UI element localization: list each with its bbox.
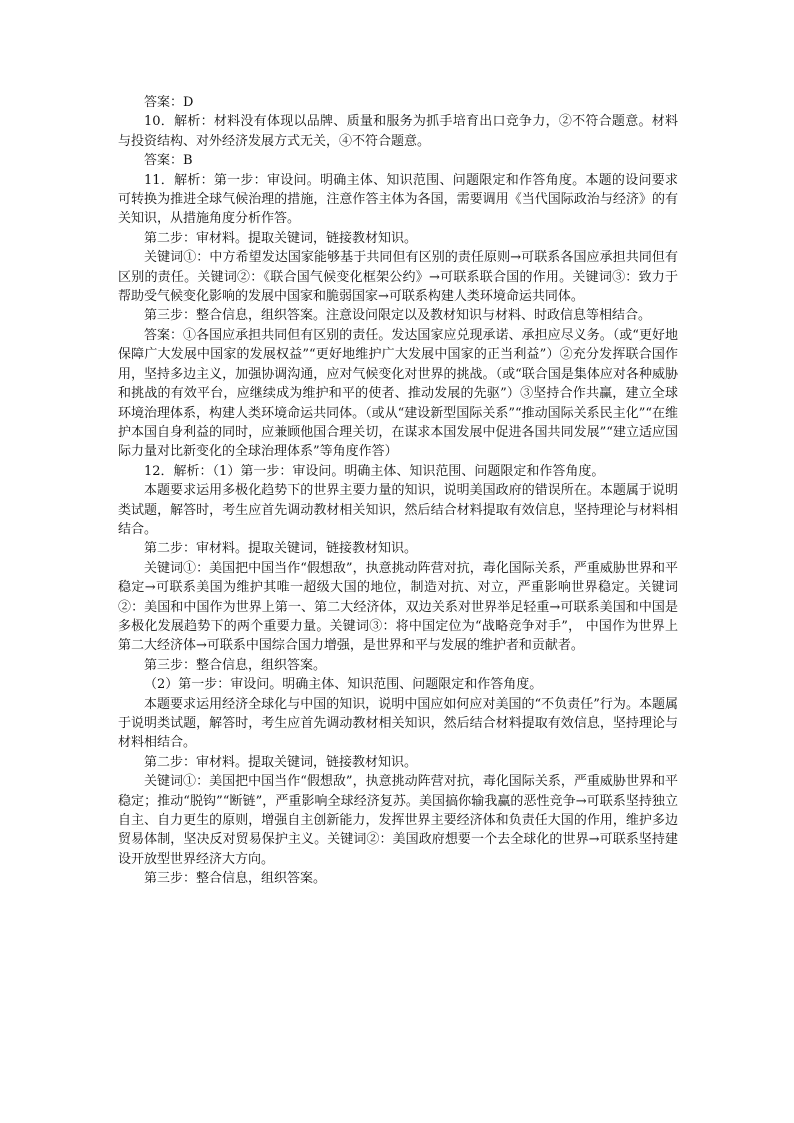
answer-analysis-text [118, 93, 678, 889]
analysis-q12-part2-step3: 第三步：整合信息，组织答案。 [144, 871, 327, 887]
answer-line-9: 答案：D [144, 95, 194, 110]
analysis-q12-part1-keywords: 关键词①：美国把中国当作“假想敌”，执意挑动阵营对抗，毒化国际关系，严重威胁世界和平稳定→可联系美国为维护其唯一超级大国的地位，制造对抗、对立，严重影响世界稳定。关键词②：美国和中国作为世界上第一、第二大经济体，双边关系对世界举足轻重→可联系美国和中国是多极化发展趋势下的两个重要力量。关键词③：将中国定位为“战略竞争对手”， 中国作为世界上第二大经济体→可联系中国综合国力增强，是世界和平与发展的维护者和贡献者。 [118, 560, 678, 654]
analysis-q12-part2-requirement: 本题要求运用经济全球化与中国的知识，说明中国应如何应对美国的“不负责任”行为。本题属于说明类试题，解答时，考生应首先调动教材相关知识，然后结合材料提取有效信息，坚持理论与材料相结合。 [118, 696, 678, 751]
analysis-q12-part1-step1: 12．解析：（1）第一步：审设问。明确主体、知识范围、问题限定和作答角度。 [144, 463, 605, 479]
analysis-q12-part1-requirement: 本题要求运用多极化趋势下的世界主要力量的知识，说明美国政府的错误所在。本题属于说明类试题，解答时，考生应首先调动教材相关知识，然后结合材料提取有效信息，坚持理论与材料相结合。 [118, 483, 678, 537]
analysis-q11-keywords: 关键词①：中方希望发达国家能够基于共同但有区别的责任原则→可联系各国应承担共同但有区别的责任。关键词②：《联合国气候变化框架公约》→可联系联合国的作用。关键词③：致力于帮助受气候变化影响的发展中国家和脆弱国家→可联系构建人类环境命运共同体。 [118, 250, 678, 305]
analysis-q11-step3: 第三步：整合信息，组织答案。注意设问限定以及教材知识与材料、时政信息等相结合。 [144, 308, 652, 324]
analysis-q12-part2-keywords: 关键词①：美国把中国当作“假想敌”，执意挑动阵营对抗，毒化国际关系，严重威胁世界和平稳定；推动“脱钩”“断链”，严重影响全球经济复苏。美国搞你输我赢的恶性竞争→可联系坚持独立自主、自力更生的原则，增强自主创新能力，发挥世界主要经济体和负责任大国的作用，维护多边贸易体制，坚决反对贸易保护主义。关键词②：美国政府想要一个去全球化的世界→可联系坚持建设开放型世界经济大方向。 [118, 774, 678, 867]
analysis-q12-part1-step2: 第二步：审材料。提取关键词，链接教材知识。 [144, 541, 418, 557]
analysis-q10: 10．解析：材料没有体现以品牌、质量和服务为抓手培育出口竞争力，②不符合题意。材料与投资结构、对外经济发展方式无关，④不符合题意。 [118, 114, 678, 149]
analysis-q12-part2-step2: 第二步：审材料。提取关键词，链接教材知识。 [144, 754, 418, 770]
analysis-q11-step2: 第二步：审材料。提取关键词，链接教材知识。 [144, 230, 418, 246]
answer-q11: 答案：①各国应承担共同但有区别的责任。发达国家应兑现承诺、承担应尽义务。（或“更好地保障广大发展中国家的发展权益”“更好地维护广大发展中国家的正当利益”）②充分发挥联合国作用，坚持多边主义，加强协调沟通，应对气候变化对世界的挑战。（或“联合国是集体应对各种威胁和挑战的有效平台，应继续成为维护和平的使者、推动发展的先驱”）③坚持合作共赢，建立全球环境治理体系，构建人类环境命运共同体。（或从“建设新型国际关系”“推动国际关系民主化”“在维护本国自身利益的同时，应兼顾他国合理关切，在谋求本国发展中促进各国共同发展”“建立适应国际力量对比新变化的全球治理体系”等角度作答） [118, 327, 678, 460]
answer-line-10: 答案：B [144, 153, 193, 169]
analysis-q12-part2-step1: （2）第一步：审设问。明确主体、知识范围、问题限定和作答角度。 [144, 677, 543, 693]
analysis-q11-step1: 11．解析：第一步：审设问。明确主体、知识范围、问题限定和作答角度。本题的设问要求可转换为推进全球气候治理的措施，注意作答主体为各国，需要调用《当代国际政治与经济》的有关知识，从措施角度分析作答。 [118, 172, 678, 227]
analysis-q12-part1-step3: 第三步：整合信息，组织答案。 [144, 657, 327, 673]
